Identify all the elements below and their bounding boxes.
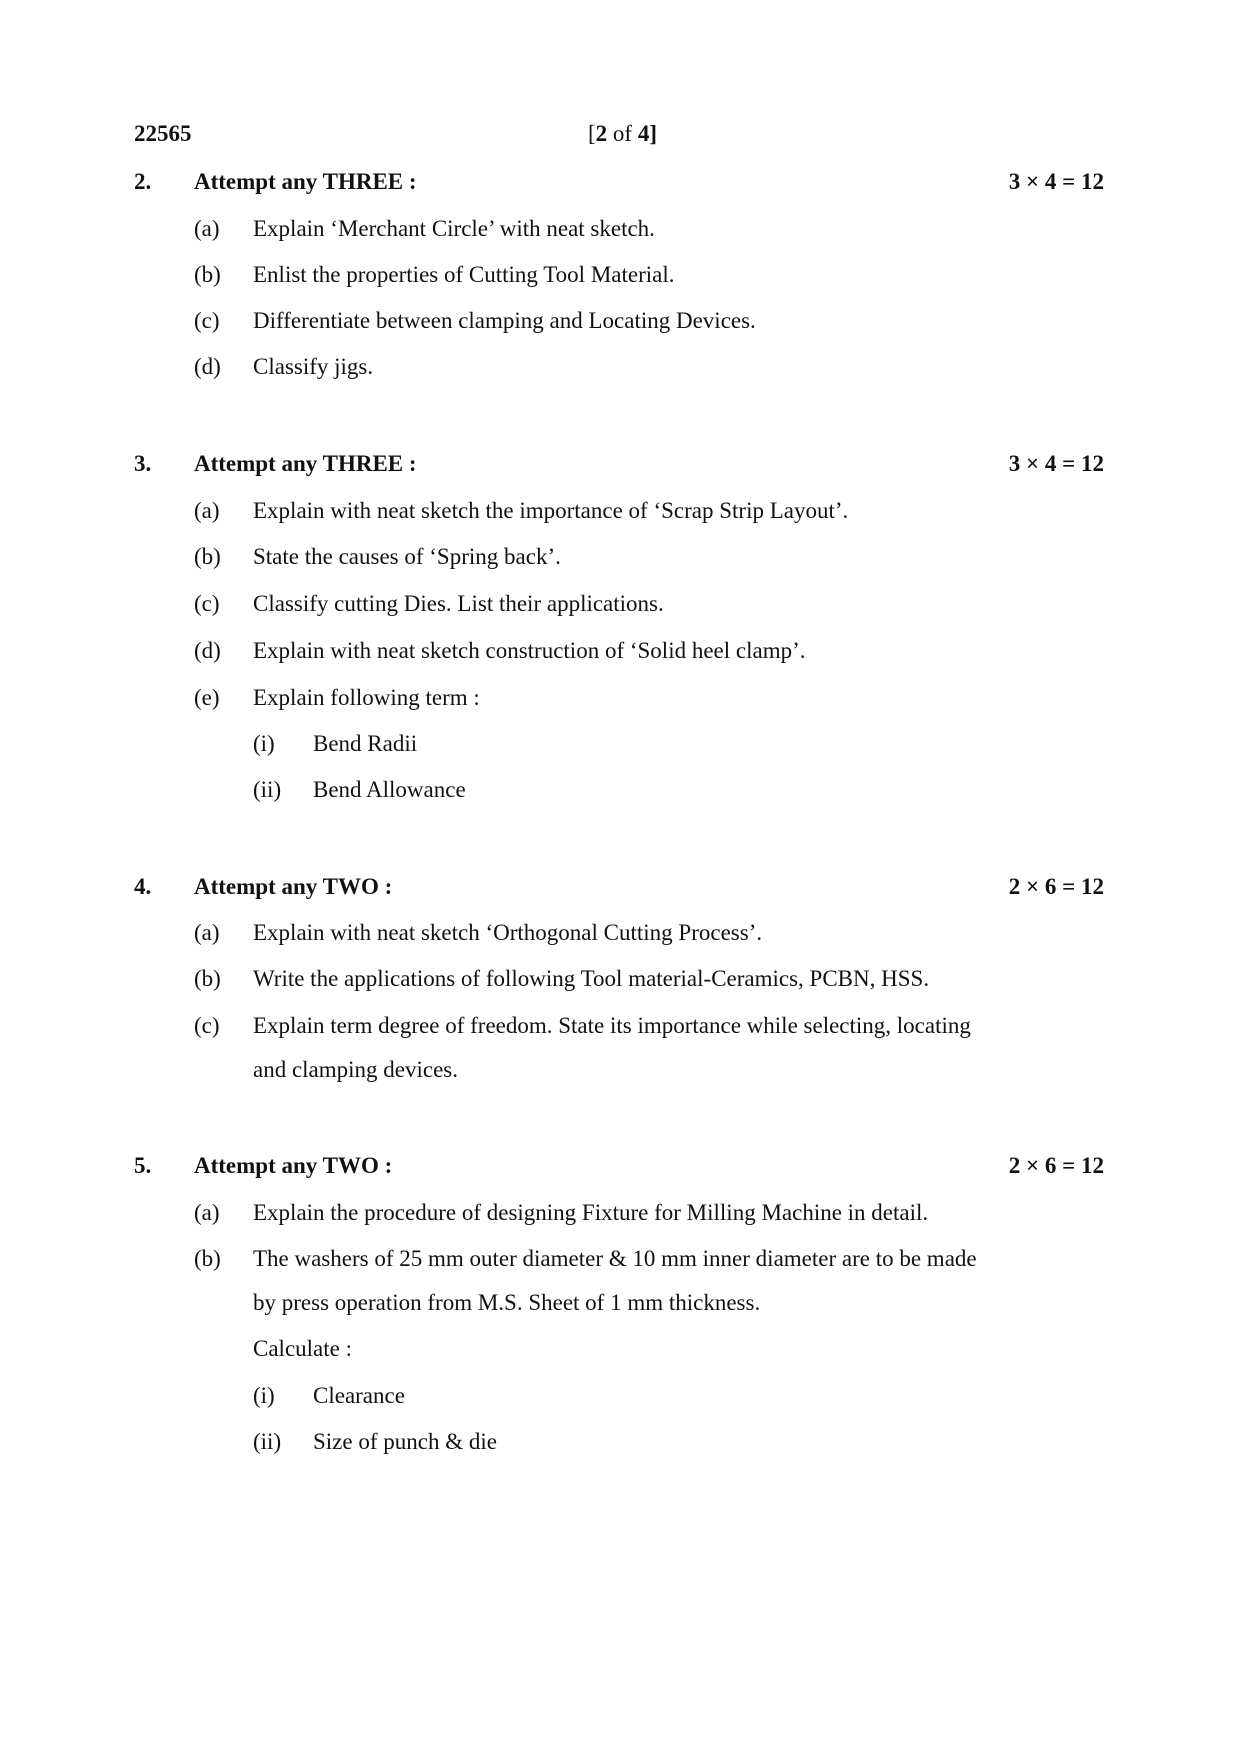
item-text: Explain term degree of freedom. State its importance while selecting, locating <box>253 1013 971 1038</box>
paper-code: 22565 <box>134 121 192 146</box>
question-title: Attempt any THREE : <box>194 451 417 476</box>
item-label: (a) <box>194 498 220 523</box>
page-total: 4 <box>637 121 650 146</box>
item-text-calculate: Calculate : <box>253 1336 352 1361</box>
item-text: Write the applications of following Tool material-Ceramics, PCBN, HSS. <box>253 966 930 991</box>
item-label: (d) <box>194 638 221 663</box>
question-number: 5. <box>134 1153 152 1178</box>
page-of: of <box>607 121 638 146</box>
item-label: (e) <box>194 685 220 710</box>
subitem-text: Size of punch & die <box>313 1429 497 1454</box>
item-text-continued: and clamping devices. <box>253 1057 459 1082</box>
item-text: Explain ‘Merchant Circle’ with neat sketch. <box>253 216 655 241</box>
item-label: (a) <box>194 920 220 945</box>
subitem-label: (ii) <box>253 777 282 802</box>
item-text: The washers of 25 mm outer diameter & 10 mm inner diameter are to be made <box>253 1246 977 1271</box>
item-text: Explain following term : <box>253 685 480 710</box>
page-current: 2 <box>595 121 608 146</box>
item-label: (b) <box>194 1246 221 1271</box>
item-label: (b) <box>194 966 221 991</box>
question-number: 4. <box>134 874 152 899</box>
item-text: Classify cutting Dies. List their applications. <box>253 591 664 616</box>
subitem-label: (i) <box>253 731 275 756</box>
question-marks: 2 × 6 = 12 <box>1008 1153 1104 1178</box>
subitem-text: Bend Allowance <box>313 777 466 802</box>
item-label: (b) <box>194 262 221 287</box>
question-number: 2. <box>134 169 152 194</box>
item-text: Explain with neat sketch ‘Orthogonal Cutting Process’. <box>253 920 763 945</box>
subitem-label: (ii) <box>253 1429 282 1454</box>
item-text: Explain with neat sketch the importance of ‘Scrap Strip Layout’. <box>253 498 849 523</box>
item-label: (a) <box>194 1200 220 1225</box>
item-label: (b) <box>194 544 221 569</box>
question-marks: 3 × 4 = 12 <box>1008 451 1104 476</box>
item-label: (c) <box>194 1013 220 1038</box>
item-label: (c) <box>194 308 220 333</box>
item-text: Classify jigs. <box>253 354 374 379</box>
question-title: Attempt any THREE : <box>194 169 417 194</box>
question-title: Attempt any TWO : <box>194 874 393 899</box>
subitem-label: (i) <box>253 1383 275 1408</box>
question-marks: 3 × 4 = 12 <box>1008 169 1104 194</box>
item-text: Explain the procedure of designing Fixture for Milling Machine in detail. <box>253 1200 929 1225</box>
item-text: Differentiate between clamping and Locating Devices. <box>253 308 756 333</box>
question-number: 3. <box>134 451 152 476</box>
question-marks: 2 × 6 = 12 <box>1008 874 1104 899</box>
subitem-text: Bend Radii <box>313 731 418 756</box>
item-text: State the causes of ‘Spring back’. <box>253 544 561 569</box>
item-label: (a) <box>194 216 220 241</box>
item-label: (c) <box>194 591 220 616</box>
item-text: Explain with neat sketch construction of ‘Solid heel clamp’. <box>253 638 806 663</box>
page-indicator: [2 of 4] <box>588 121 658 146</box>
item-text: Enlist the properties of Cutting Tool Material. <box>253 262 675 287</box>
item-label: (d) <box>194 354 221 379</box>
subitem-text: Clearance <box>313 1383 405 1408</box>
question-title: Attempt any TWO : <box>194 1153 393 1178</box>
item-text-continued: by press operation from M.S. Sheet of 1 mm thickness. <box>253 1290 761 1315</box>
